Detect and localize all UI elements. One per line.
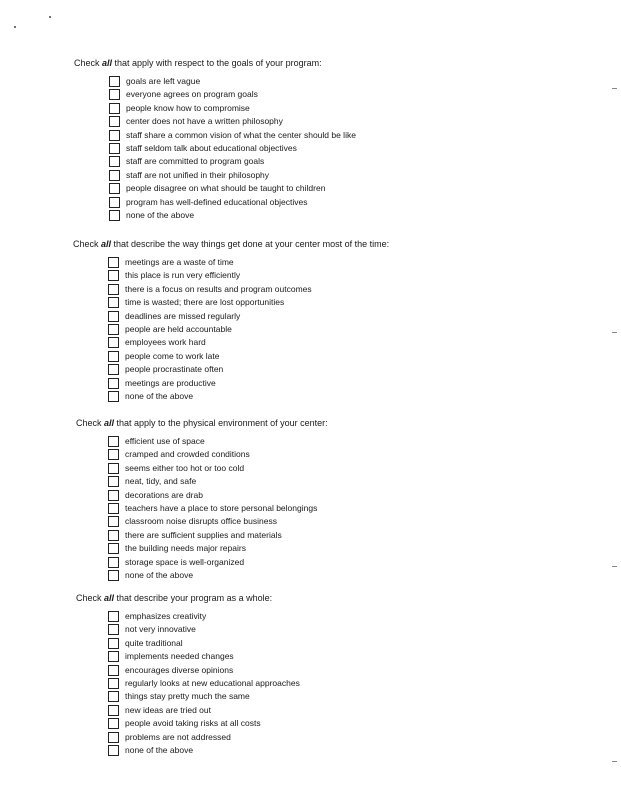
option-label: none of the above — [126, 210, 195, 220]
question-prefix: Check — [76, 418, 105, 428]
option-label: implements needed changes — [125, 651, 234, 662]
option-label: this place is run very efficiently — [125, 270, 241, 281]
scan-mark — [612, 332, 617, 333]
checkbox[interactable] — [108, 516, 119, 527]
question-prompt — [76, 592, 272, 604]
question-emphasis: all — [104, 418, 115, 428]
option-label: staff are committed to program goals — [126, 156, 265, 167]
checkbox[interactable] — [108, 257, 119, 268]
scan-mark — [612, 761, 617, 762]
checkbox[interactable] — [108, 651, 119, 662]
checkbox[interactable] — [108, 691, 119, 702]
checkbox[interactable] — [109, 76, 120, 87]
checkbox[interactable] — [108, 557, 119, 568]
question-prompt — [76, 417, 328, 429]
checkbox[interactable] — [108, 543, 119, 554]
checkbox[interactable] — [108, 463, 119, 474]
checkbox[interactable] — [108, 311, 119, 322]
option-label: everyone agrees on program goals — [126, 89, 258, 100]
option-label: meetings are a waste of time — [125, 257, 234, 267]
checkbox[interactable] — [109, 197, 120, 208]
scan-speck — [14, 26, 16, 28]
option-label: neat, tidy, and safe — [125, 476, 197, 487]
checkbox[interactable] — [108, 638, 119, 649]
option-label: the building needs major repairs — [125, 543, 246, 554]
option-label: goals are left vague — [126, 76, 201, 86]
option-label: decorations are drab — [125, 489, 203, 500]
option-label: employees work hard — [125, 337, 206, 348]
checkbox[interactable] — [108, 270, 119, 281]
option-label: meetings are productive — [125, 377, 216, 388]
checkbox[interactable] — [108, 337, 119, 348]
option-label: people disagree on what should be taught to children — [126, 183, 326, 194]
question-prefix: Check — [73, 239, 102, 249]
option-label: problems are not addressed — [125, 731, 231, 742]
checkbox[interactable] — [108, 449, 119, 460]
question-prompt — [74, 57, 322, 69]
checkbox[interactable] — [108, 732, 119, 743]
option-label: classroom noise disrupts office business — [125, 516, 277, 527]
checkbox[interactable] — [109, 210, 120, 221]
question-text: that describe the way things get done at your center most of the time: — [111, 239, 390, 249]
checkbox[interactable] — [108, 351, 119, 362]
scan-speck — [49, 16, 51, 18]
option-label: quite traditional — [125, 637, 183, 648]
question-text: that describe your program as a whole: — [114, 593, 273, 603]
option-label: there are sufficient supplies and materials — [125, 529, 282, 540]
option-label: storage space is well-organized — [125, 556, 245, 567]
scan-mark — [612, 566, 617, 567]
checkbox[interactable] — [108, 297, 119, 308]
checkbox[interactable] — [108, 436, 119, 447]
checkbox[interactable] — [109, 130, 120, 141]
option-label: not very innovative — [125, 624, 196, 635]
checkbox[interactable] — [109, 103, 120, 114]
option-label: people are held accountable — [125, 324, 232, 334]
option-label: none of the above — [125, 570, 194, 580]
option-label: people procrastinate often — [125, 364, 224, 375]
question-text: that apply with respect to the goals of your program: — [112, 58, 322, 68]
checkbox[interactable] — [108, 611, 119, 622]
checkbox[interactable] — [108, 745, 119, 756]
checkbox[interactable] — [108, 718, 119, 729]
option-label: people know how to compromise — [126, 102, 250, 113]
option-label: new ideas are tried out — [125, 704, 211, 715]
option-label: emphasizes creativity — [125, 611, 207, 621]
question-emphasis: all — [102, 58, 113, 68]
checkbox[interactable] — [108, 391, 119, 402]
option-label: deadlines are missed regularly — [125, 310, 241, 321]
option-label: staff are not unified in their philosophy — [126, 169, 270, 180]
option-label: seems either too hot or too cold — [125, 462, 245, 473]
option-label: there is a focus on results and program outcomes — [125, 283, 312, 294]
question-prompt — [73, 238, 389, 250]
checkbox[interactable] — [108, 503, 119, 514]
checkbox[interactable] — [108, 678, 119, 689]
checkbox[interactable] — [109, 156, 120, 167]
checkbox[interactable] — [109, 116, 120, 127]
option-label: people come to work late — [125, 350, 220, 361]
checkbox[interactable] — [108, 624, 119, 635]
option-label: staff share a common vision of what the center should be like — [126, 129, 356, 140]
checkbox[interactable] — [108, 284, 119, 295]
checkbox[interactable] — [108, 378, 119, 389]
option-label: staff seldom talk about educational objectives — [126, 143, 297, 153]
question-prefix: Check — [74, 58, 103, 68]
option-label: none of the above — [125, 745, 194, 755]
question-emphasis: all — [104, 593, 115, 603]
checkbox[interactable] — [108, 705, 119, 716]
checkbox[interactable] — [108, 364, 119, 375]
option-label: none of the above — [125, 391, 194, 401]
option-label: teachers have a place to store personal belongings — [125, 503, 318, 513]
checkbox[interactable] — [109, 89, 120, 100]
checkbox[interactable] — [109, 143, 120, 154]
option-label: program has well-defined educational objectives — [126, 196, 308, 207]
checkbox[interactable] — [108, 570, 119, 581]
question-text: that apply to the physical environment of your center: — [114, 418, 328, 428]
checkbox[interactable] — [109, 170, 120, 181]
option-label: encourages diverse opinions — [125, 664, 234, 675]
question-emphasis: all — [101, 239, 112, 249]
checkbox[interactable] — [108, 490, 119, 501]
option-label: regularly looks at new educational approaches — [125, 678, 300, 688]
scan-mark — [612, 88, 617, 89]
question-prefix: Check — [76, 593, 105, 603]
option-label: people avoid taking risks at all costs — [125, 718, 261, 729]
option-label: center does not have a written philosophy — [126, 116, 283, 127]
checkbox[interactable] — [109, 183, 120, 194]
option-label: things stay pretty much the same — [125, 691, 250, 702]
checkbox[interactable] — [108, 324, 119, 335]
checkbox[interactable] — [108, 476, 119, 487]
option-label: cramped and crowded conditions — [125, 449, 250, 460]
checkbox[interactable] — [108, 530, 119, 541]
option-label: time is wasted; there are lost opportunities — [125, 297, 285, 308]
checkbox[interactable] — [108, 665, 119, 676]
option-label: efficient use of space — [125, 436, 205, 446]
